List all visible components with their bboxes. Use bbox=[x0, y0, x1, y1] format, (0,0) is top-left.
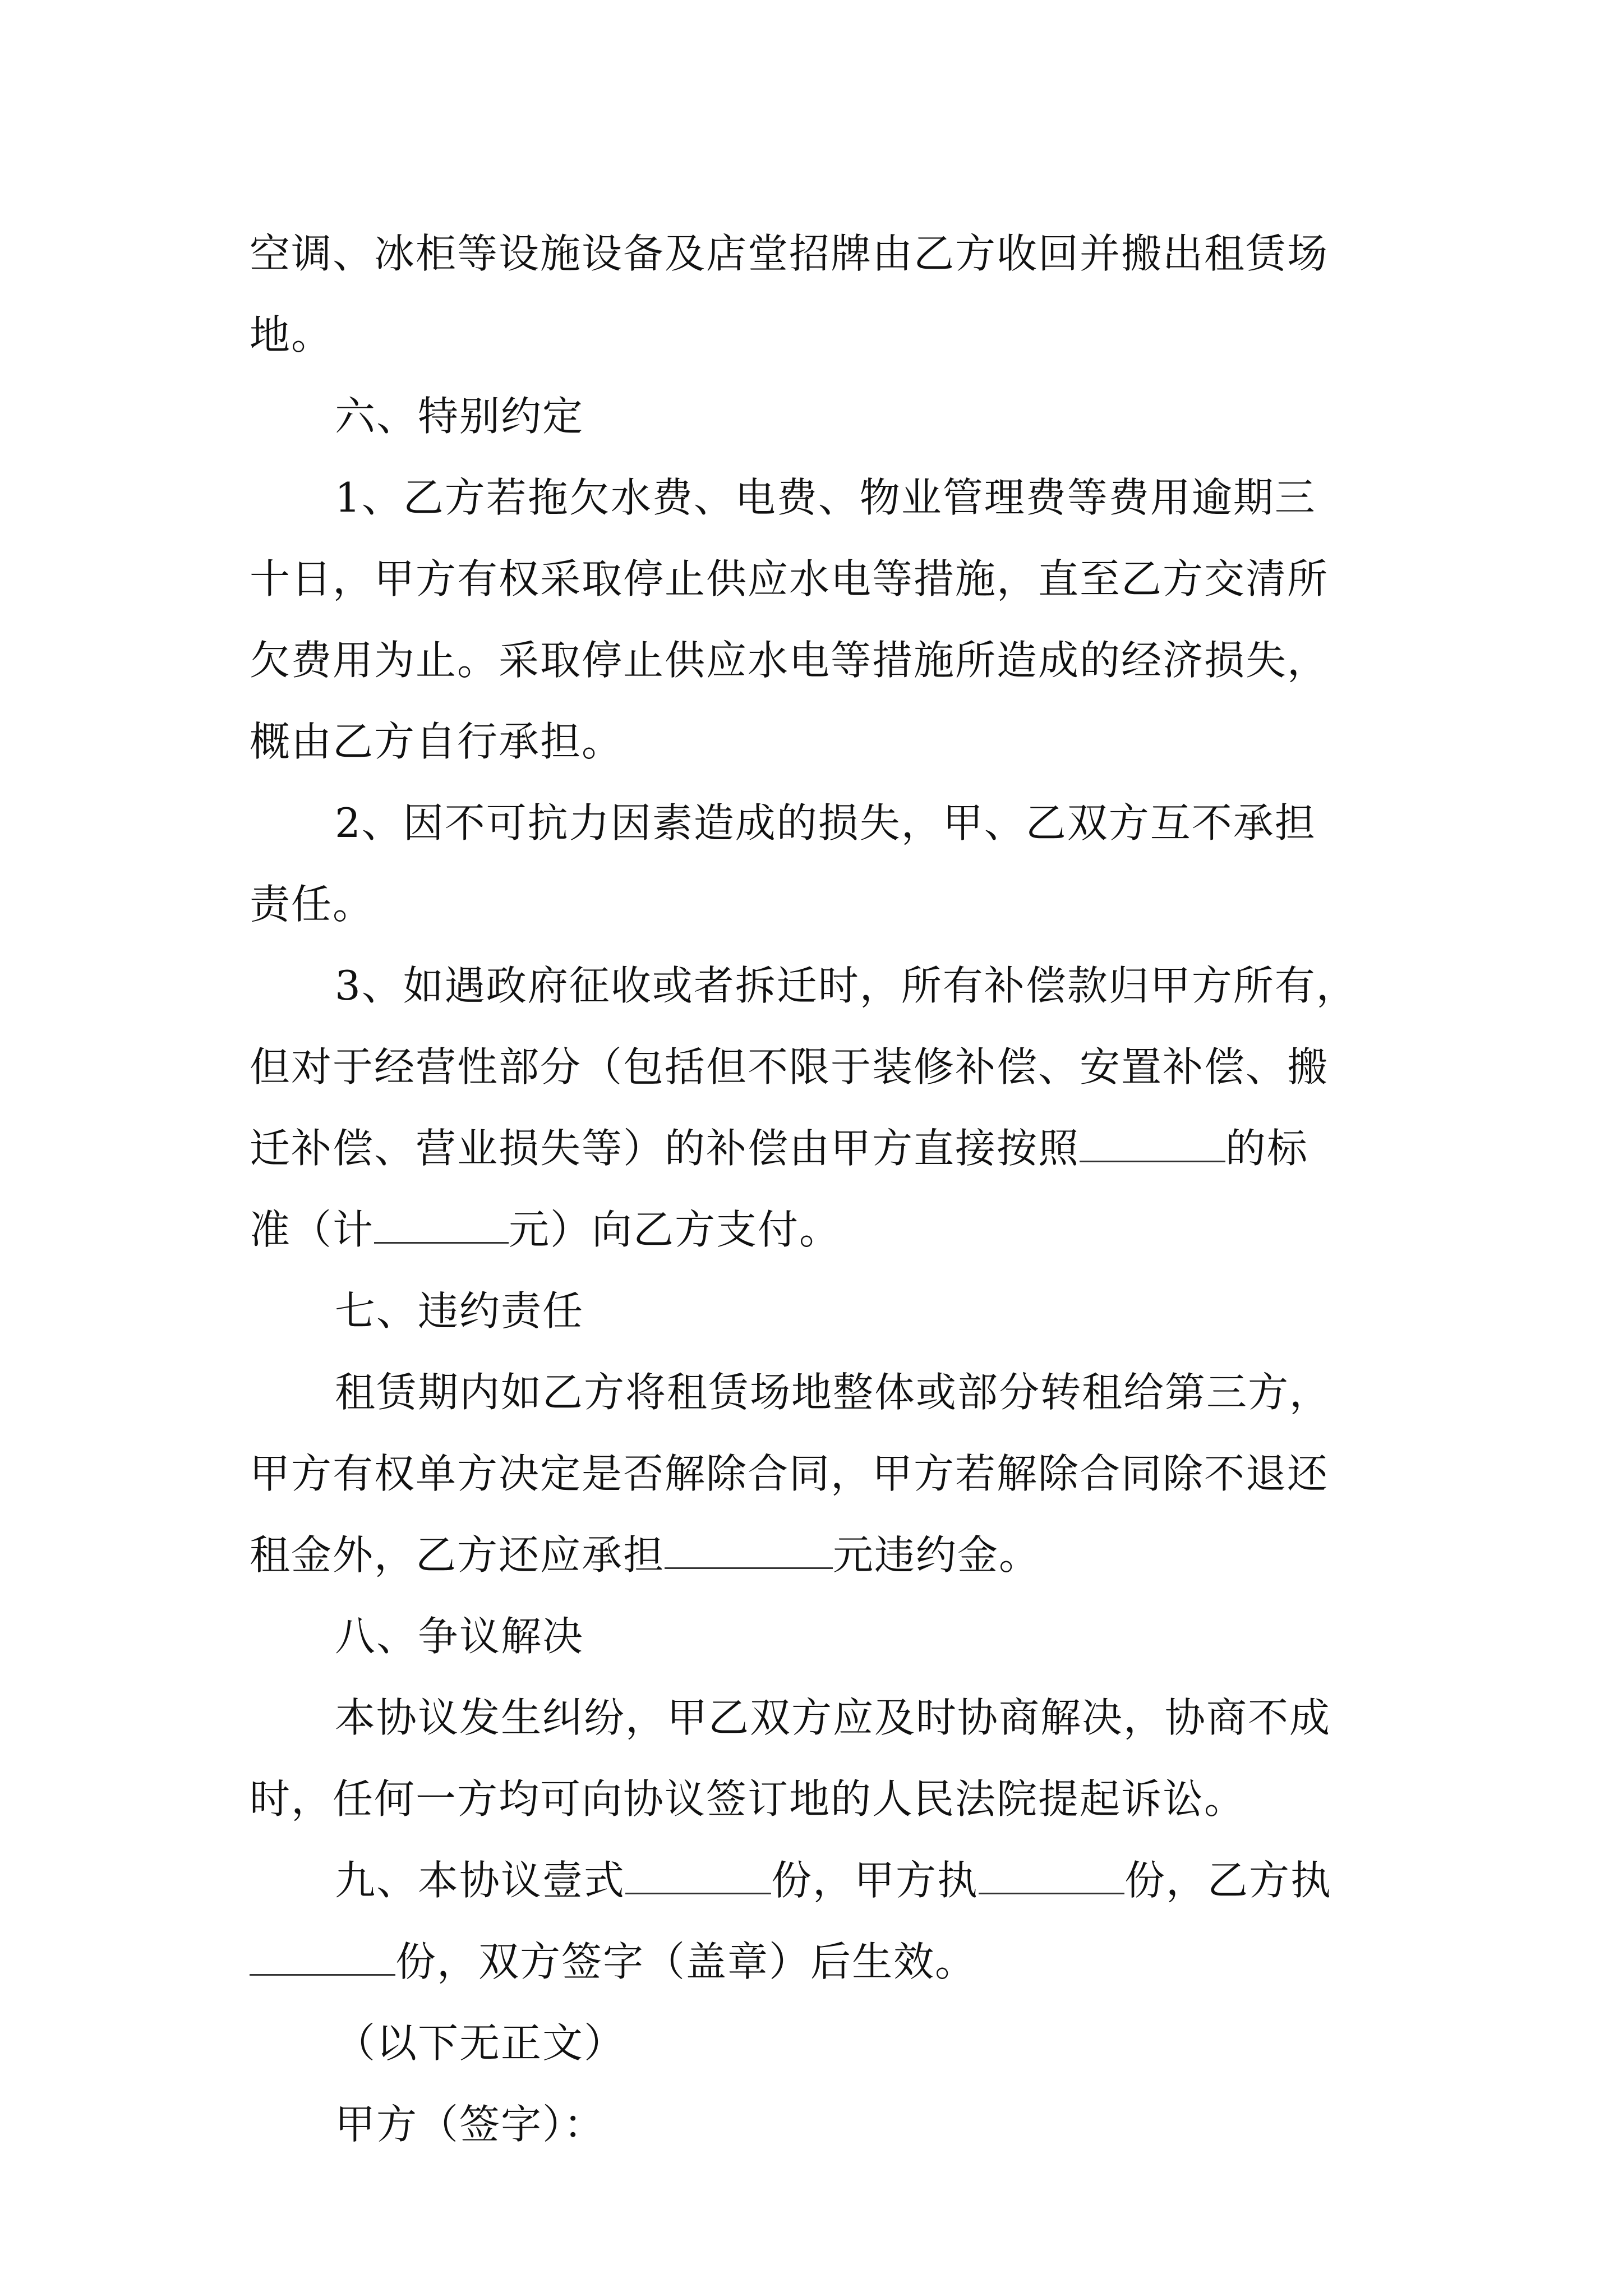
section-heading-dispute-resolution: 八、争议解决 bbox=[335, 1613, 584, 1660]
line-text: 元）向乙方支付。 bbox=[509, 1206, 841, 1253]
line-text: 元违约金。 bbox=[833, 1531, 1041, 1579]
line-text: 准（计 bbox=[250, 1206, 375, 1253]
paragraph-line: 责任。 bbox=[250, 881, 375, 928]
paragraph-line: 本协议发生纠纷，甲乙双方应及时协商解决，协商不成 bbox=[335, 1694, 1331, 1741]
line-text: 租金外，乙方还应承担 bbox=[250, 1531, 665, 1579]
blank-field bbox=[1080, 1124, 1225, 1162]
blank-field bbox=[250, 1937, 395, 1976]
section-heading-breach-liability: 七、违约责任 bbox=[335, 1287, 584, 1335]
line-text: 份，甲方执 bbox=[771, 1857, 979, 1904]
document-page bbox=[250, 213, 1388, 2165]
paragraph-line: 3、如遇政府征收或者拆迁时，所有补偿款归甲方所有， bbox=[335, 962, 1358, 1009]
paragraph-line: 概由乙方自行承担。 bbox=[250, 718, 624, 765]
paragraph-line bbox=[250, 1515, 1388, 1596]
line-text: 的标 bbox=[1225, 1125, 1309, 1172]
paragraph-line bbox=[250, 1108, 1388, 1189]
paragraph-line bbox=[250, 1921, 1388, 2003]
paragraph-line: 1、乙方若拖欠水费、电费、物业管理费等费用逾期三 bbox=[335, 474, 1316, 521]
line-text: 份，双方签字（盖章）后生效。 bbox=[395, 1938, 977, 1985]
line-text: 迁补偿、营业损失等）的补偿由甲方直接按照 bbox=[250, 1125, 1080, 1172]
blank-field bbox=[979, 1856, 1124, 1894]
paragraph-line: 租赁期内如乙方将租赁场地整体或部分转租给第三方， bbox=[335, 1369, 1331, 1416]
paragraph-line: 十日，甲方有权采取停止供应水电等措施，直至乙方交清所 bbox=[250, 555, 1329, 602]
paragraph-line bbox=[250, 1840, 1388, 1921]
party-a-signature-label: 甲方（签字）： bbox=[335, 2101, 606, 2148]
blank-field bbox=[625, 1856, 771, 1894]
line-text: 九、本协议壹式 bbox=[335, 1857, 626, 1904]
paragraph-line: 空调、冰柜等设施设备及店堂招牌由乙方收回并搬出租赁场 bbox=[250, 230, 1329, 277]
paragraph-line bbox=[250, 1189, 1388, 1271]
blank-field bbox=[374, 1205, 509, 1244]
no-further-text-note: （以下无正文） bbox=[335, 2019, 626, 2067]
paragraph-line: 2、因不可抗力因素造成的损失，甲、乙双方互不承担 bbox=[335, 799, 1316, 846]
paragraph-line: 但对于经营性部分（包括但不限于装修补偿、安置补偿、搬 bbox=[250, 1043, 1329, 1091]
section-heading-special-terms: 六、特别约定 bbox=[335, 393, 584, 440]
paragraph-line: 欠费用为止。采取停止供应水电等措施所造成的经济损失， bbox=[250, 637, 1329, 684]
line-text: 份，乙方执 bbox=[1124, 1857, 1332, 1904]
blank-field bbox=[665, 1530, 833, 1569]
paragraph-line: 甲方有权单方决定是否解除合同，甲方若解除合同除不退还 bbox=[250, 1450, 1329, 1497]
paragraph-line: 时，任何一方均可向协议签订地的人民法院提起诉讼。 bbox=[250, 1775, 1246, 1823]
paragraph-line: 地。 bbox=[250, 311, 333, 358]
